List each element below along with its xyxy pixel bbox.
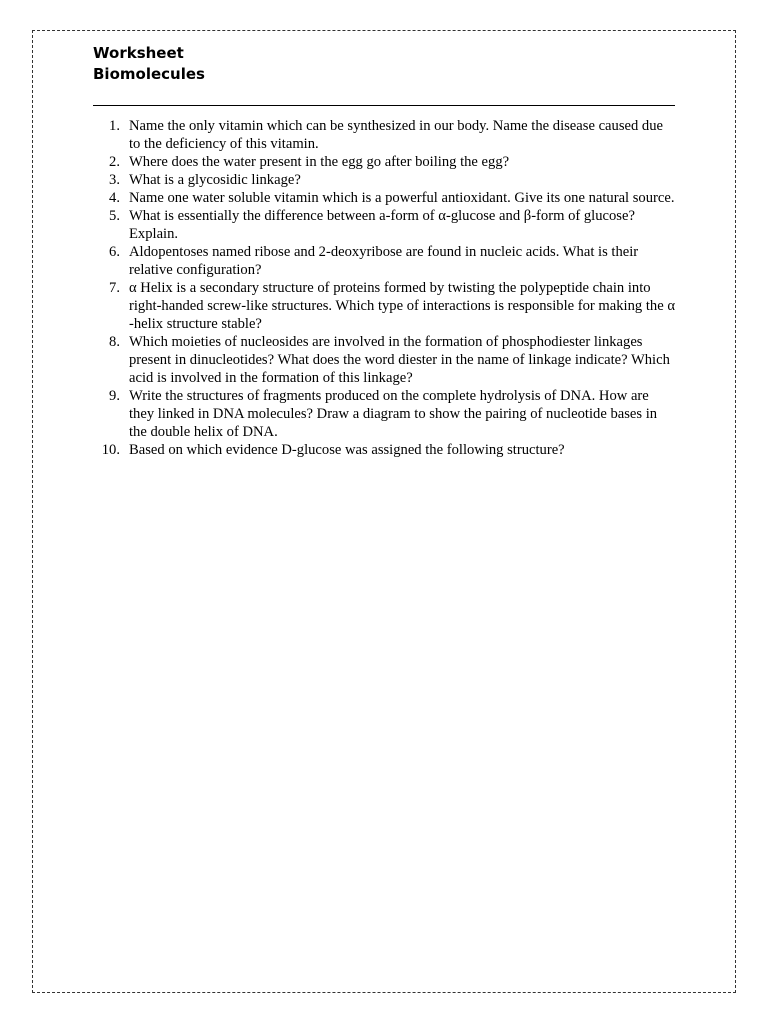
question-item [93, 153, 675, 171]
question-item [93, 117, 675, 153]
question-text: Based on which evidence D-glucose was assigned the following structure? [129, 442, 565, 458]
question-text: What is a glycosidic linkage? [129, 172, 301, 188]
question-number: 1. [109, 118, 120, 134]
question-item [93, 189, 675, 207]
worksheet-header [93, 43, 205, 85]
question-number: 4. [109, 190, 120, 206]
question-item [93, 279, 675, 333]
question-text: Name the only vitamin which can be synthesized in our body. Name the disease caused due to the deficiency of this vitamin. [129, 118, 663, 152]
question-number: 10. [101, 442, 120, 458]
question-text: Write the structures of fragments produced on the complete hydrolysis of DNA. How are they linked in DNA molecules? Draw a diagram to show the pairing of nucleotide bases in the double helix of DNA. [129, 388, 658, 440]
question-text: Aldopentoses named ribose and 2-deoxyribose are found in nucleic acids. What is their relative configuration? [129, 244, 639, 278]
header-divider [93, 105, 675, 106]
question-item [93, 243, 675, 279]
question-item [93, 387, 675, 441]
header-subject: Biomolecules [93, 65, 205, 83]
question-text: What is essentially the difference between a-form of α-glucose and β-form of glucose? Explain. [129, 208, 635, 242]
question-text: Where does the water present in the egg go after boiling the egg? [129, 154, 510, 170]
question-text: α Helix is a secondary structure of proteins formed by twisting the polypeptide chain into right-handed screw-like structures. Which type of interactions is responsible for making the α -helix structure stable? [129, 280, 675, 332]
question-list [93, 117, 675, 459]
question-text: Name one water soluble vitamin which is a powerful antioxidant. Give its one natural source. [129, 190, 675, 206]
question-item [93, 441, 675, 459]
question-item [93, 333, 675, 387]
header-title: Worksheet [93, 44, 184, 62]
question-text: Which moieties of nucleosides are involved in the formation of phosphodiester linkages present in dinucleotides? What does the word diester in the name of linkage indicate? Which acid is involved in the formation of this linkage? [129, 334, 670, 386]
question-item [93, 171, 675, 189]
question-number: 9. [109, 388, 120, 404]
question-item [93, 207, 675, 243]
question-number: 8. [109, 334, 120, 350]
question-number: 7. [109, 280, 120, 296]
question-number: 5. [109, 208, 120, 224]
question-number: 6. [109, 244, 120, 260]
question-number: 2. [109, 154, 120, 170]
question-number: 3. [109, 172, 120, 188]
